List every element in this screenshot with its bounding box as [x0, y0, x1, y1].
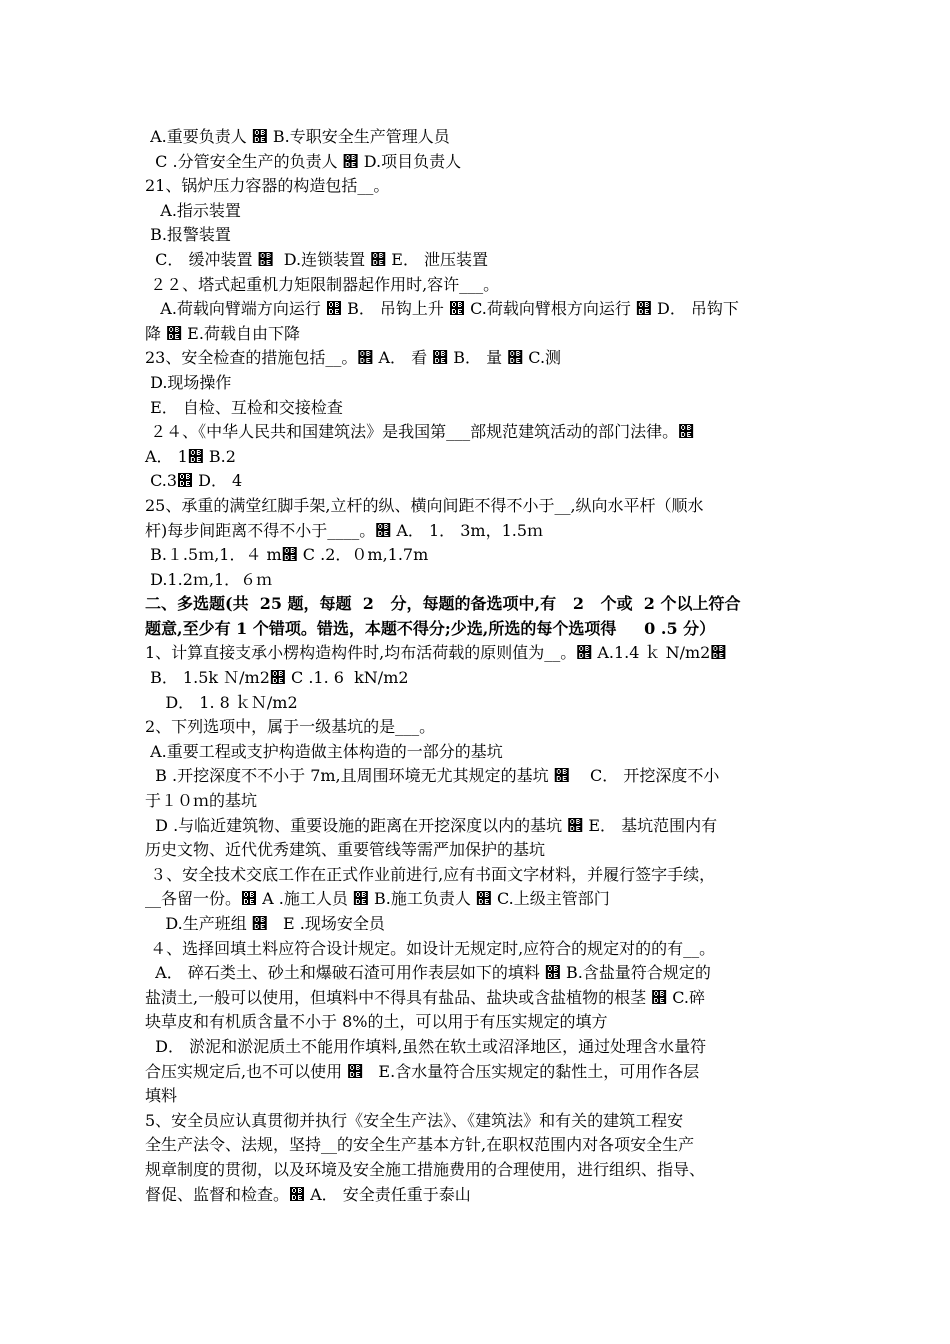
text-line: A． 碎石类土、砂土和爆破石渣可用作表层如下的填料 ௞ B.含盐量符合规定的 — [145, 963, 711, 983]
text-line: 25、承重的满堂红脚手架,立杆的纵、横向间距不得不小于__,纵向水平杆（顺水 — [145, 495, 704, 515]
text-line: 1、计算直接支承小楞构造构件时,均布活荷载的原则值为__。௞ A.1.4 ｋ N/m2௞ — [145, 643, 727, 663]
text-line: __各留一份。௞ A .施工人员 ௞ B.施工负责人 ௞ C.上级主管部门 — [145, 889, 610, 909]
text-line: A.重要负责人 ௞ B.专职安全生产管理人员 — [145, 127, 450, 146]
text-line: 全生产法令、法规，坚持__的安全生产基本方针,在职权范围内对各项安全生产 — [145, 1135, 695, 1155]
text-line: D .与临近建筑物、重要设施的距离在开挖深度以内的基坑 ௞ E． 基坑范围内有 — [145, 815, 718, 835]
text-line: D.1.2ｍ,1．６ｍ — [145, 569, 273, 589]
text-line: B.报警装置 — [145, 225, 231, 245]
text-line: 填料 — [145, 1086, 178, 1106]
text-line: A． 1௞ B.2 — [145, 446, 236, 466]
text-line: D.生产班组 ௞ E .现场安全员 — [145, 914, 385, 933]
text-line: 23、安全检查的措施包括__。௞ A． 看 ௞ B． 量 ௞ C.测 — [145, 348, 562, 368]
text-line: C． 缓冲装置 ௞ D.连锁装置 ௞ E． 泄压装置 — [145, 249, 489, 269]
text-line: 杆)每步间距离不得不小于____。௞ A． 1． 3m，1.5ｍ — [145, 520, 544, 540]
text-line: D.现场操作 — [145, 372, 232, 392]
text-line: ２４、《中华人民共和国建筑法》是我国第___部规范建筑活动的部门法律。௞ — [145, 422, 695, 442]
text-line: A.指示装置 — [145, 200, 241, 220]
text-line: E． 自检、互检和交接检查 — [145, 397, 343, 417]
text-line: 于１０ｍ的基坑 — [145, 791, 258, 811]
text-line: ４、选择回填土料应符合设计规定。如设计无规定时,应符合的规定对的的有__。 — [145, 938, 716, 958]
text-line: C.3௞ D． 4 — [145, 471, 243, 491]
text-line: B． 1.5k Ｎ/m2௞ C .1. 6 kN/m2 — [145, 668, 409, 688]
text-line: 2、下列选项中，属于一级基坑的是___。 — [145, 717, 436, 737]
text-line: ２２、塔式起重机力矩限制器起作用时,容许___。 — [145, 274, 500, 294]
text-line: 块草皮和有机质含量不小于 8%的土，可以用于有压实规定的填方 — [145, 1012, 608, 1032]
text-line: A.重要工程或支护构造做主体构造的一部分的基坑 — [145, 741, 503, 761]
text-line: 5、安全员应认真贯彻并执行《安全生产法》、《建筑法》和有关的建筑工程安 — [145, 1110, 684, 1130]
text-line: A.荷载向臂端方向运行 ௞ B． 吊钩上升 ௞ C.荷载向臂根方向运行 ௞ D． 吊钩下 — [145, 299, 739, 319]
text-line: 二、多选题(共 25 题，每题 2 分，每题的备选项中,有 2 个或 2 个以上符合 — [145, 594, 741, 614]
text-line: 盐渍土,一般可以使用，但填料中不得具有盐品、盐块或含盐植物的根茎 ௞ C.碎 — [145, 987, 706, 1007]
text-line: B .开挖深度不不小于 7m,且周围环境无尤其规定的基坑 ௞ C． 开挖深度不小 — [145, 766, 720, 786]
text-line: ３、安全技术交底工作在正式作业前进行,应有书面文字材料，并履行签字手续， — [145, 864, 716, 884]
text-line: 题意,至少有 1 个错项。错选，本题不得分;少选,所选的每个选项得 0 .5 分） — [145, 618, 716, 638]
text-line: 21、锅炉压力容器的构造包括__。 — [145, 176, 390, 196]
text-line: 历史文物、近代优秀建筑、重要管线等需严加保护的基坑 — [145, 840, 546, 860]
text-line: 合压实规定后,也不可以使用 ௞ E.含水量符合压实规定的黏性土，可用作各层 — [145, 1061, 700, 1081]
text-line: D． 淤泥和淤泥质土不能用作填料,虽然在软土或沼泽地区，通过处理含水量符 — [145, 1036, 707, 1056]
text-line: 规章制度的贯彻，以及环境及安全施工措施费用的合理使用，进行组织、指导、 — [145, 1159, 706, 1179]
text-line: 督促、监督和检查。௞ A． 安全责任重于泰山 — [145, 1184, 471, 1204]
text-line: 降 ௞ E.荷载自由下降 — [145, 323, 300, 343]
text-line: D． 1. 8 ｋＮ/m2 — [145, 692, 298, 712]
text-line: C .分管安全生产的负责人 ௞ D.项目负责人 — [145, 151, 462, 171]
text-line: B.１.5ｍ,1．４ m௞ C .2．０m,1.7m — [145, 545, 429, 565]
